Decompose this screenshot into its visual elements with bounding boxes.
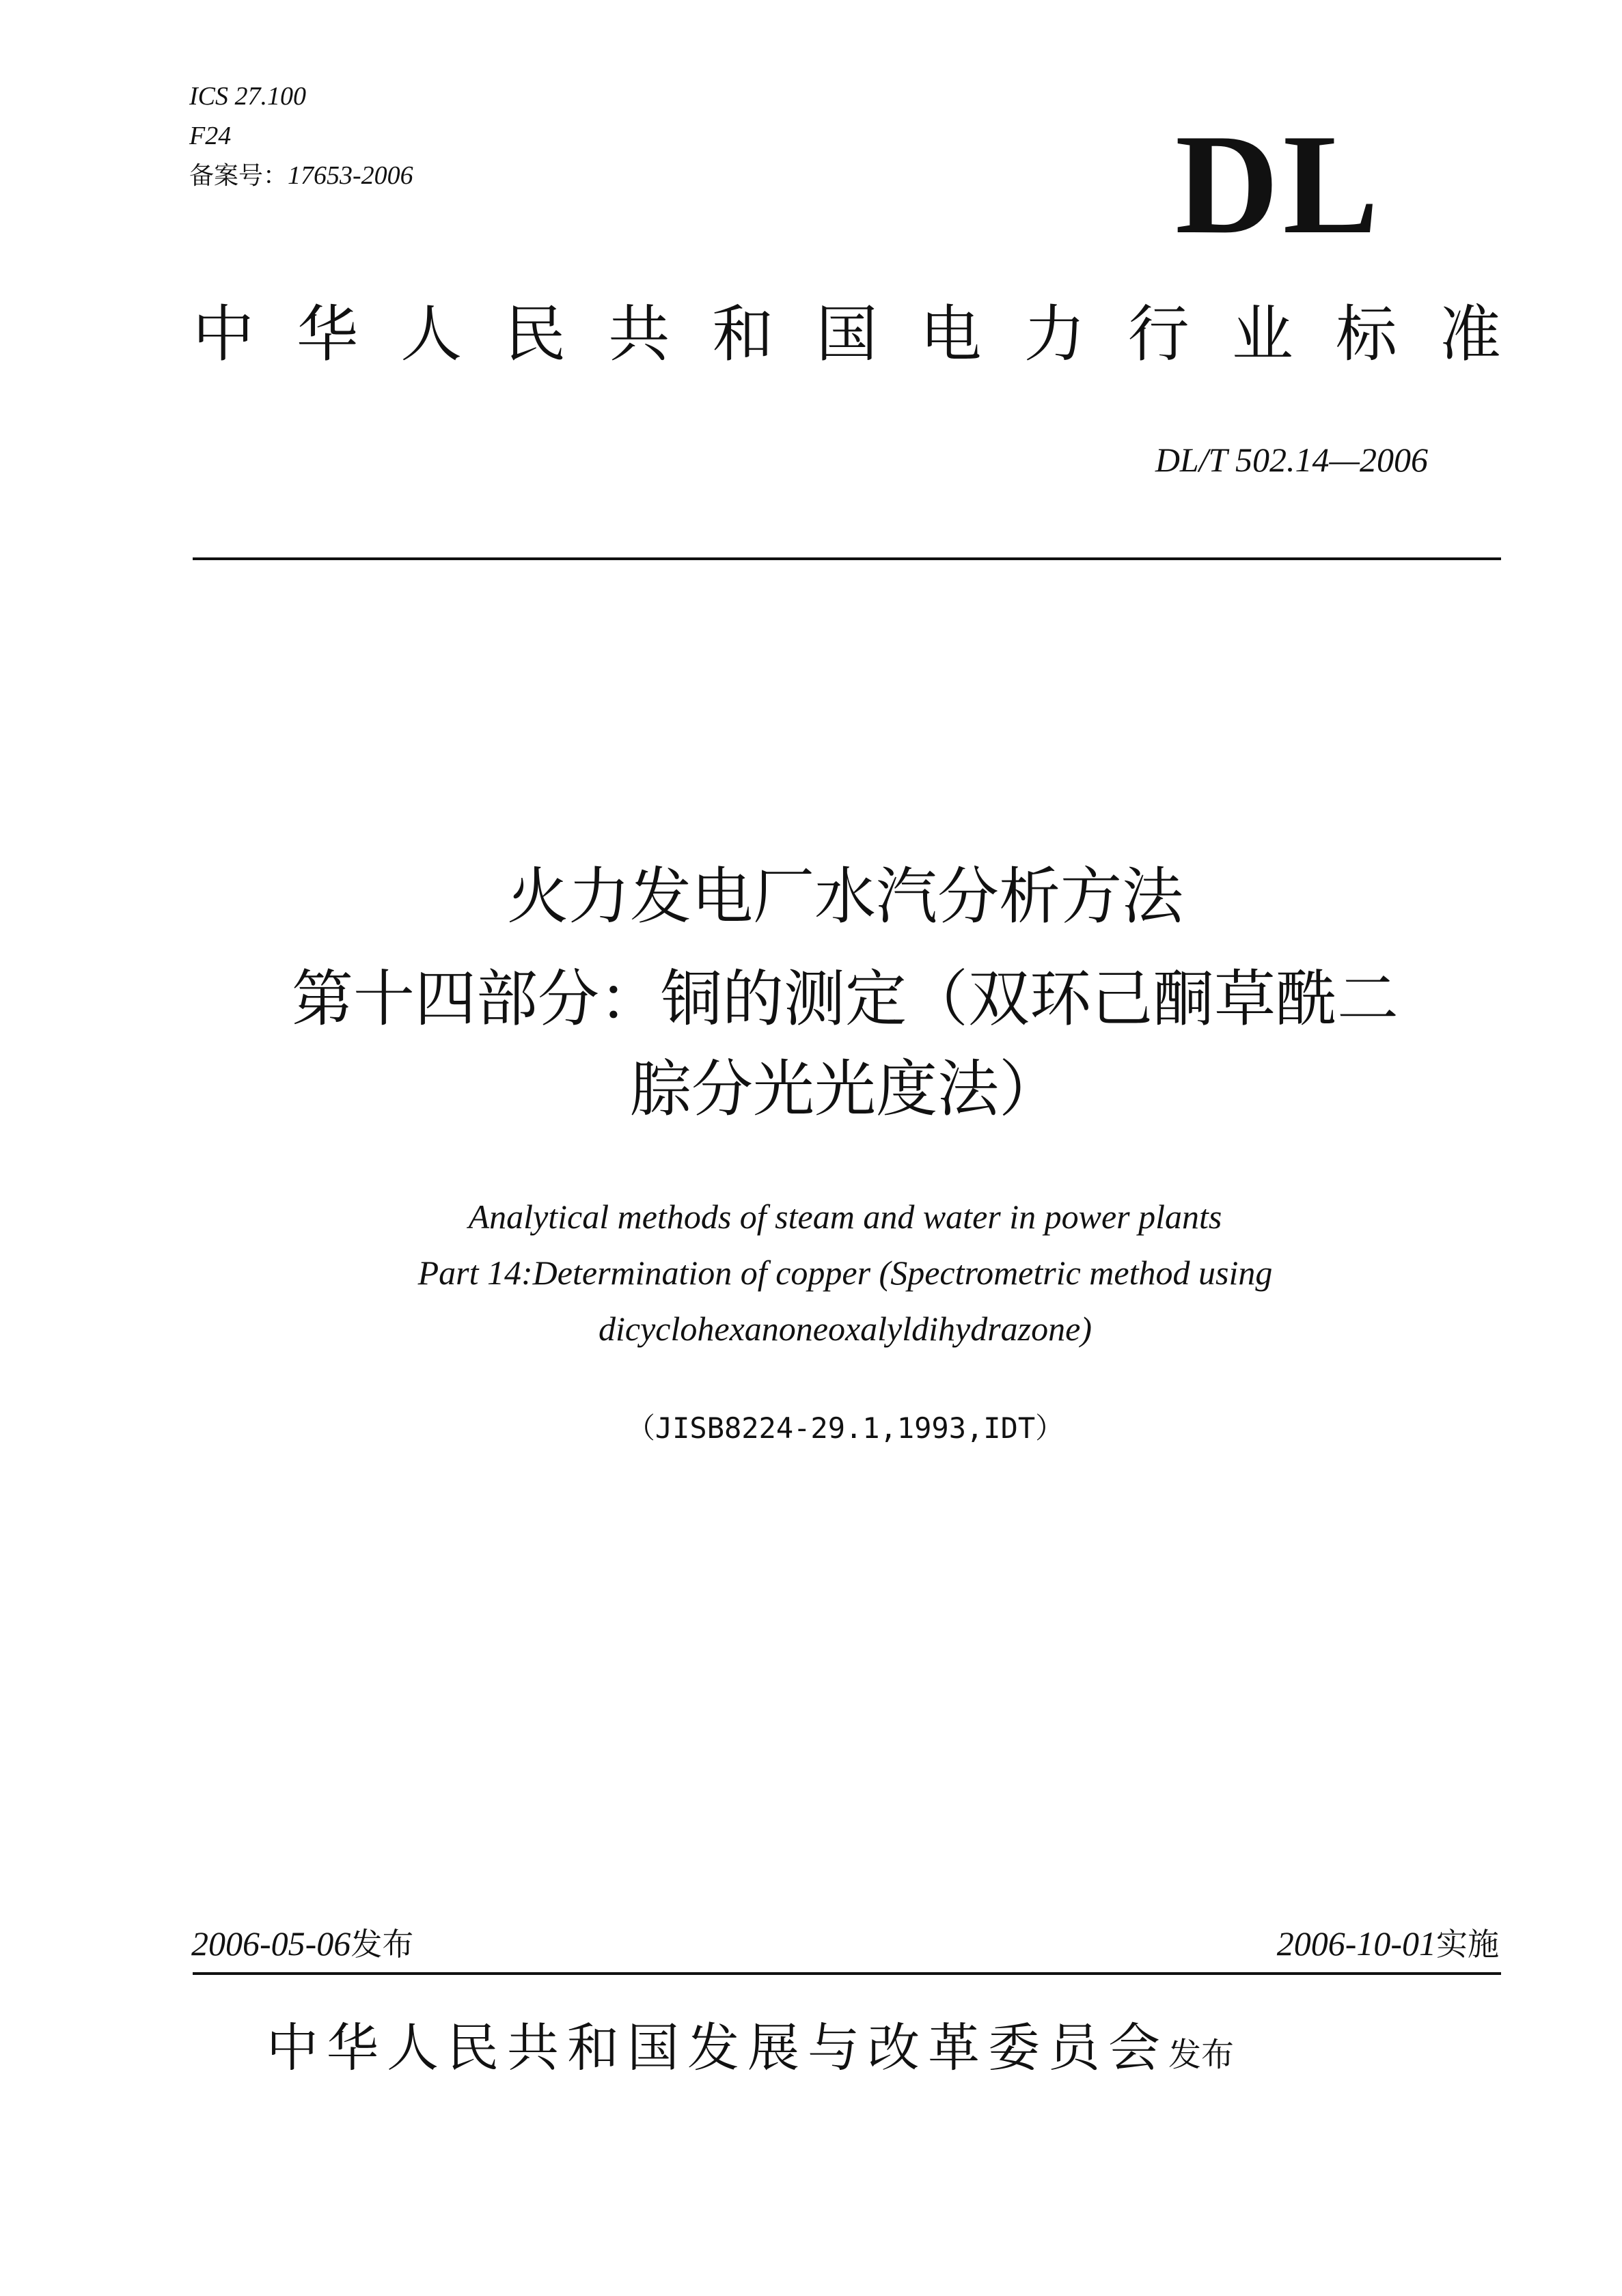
authority-char: 国: [816, 299, 878, 370]
implement-label: 实施: [1436, 1926, 1499, 1963]
filing-label: 备案号：: [189, 162, 288, 190]
authority-char: 力: [1023, 299, 1086, 370]
authority-char: 中: [193, 299, 254, 370]
authority-char: 业: [1231, 299, 1293, 370]
equivalence-note: （JISB8224-29.1,1993,IDT）: [626, 1411, 1064, 1445]
dl-logo: DL: [1175, 105, 1383, 264]
ics-code: ICS 27.100: [189, 82, 306, 111]
title-en-line-1: Analytical methods of steam and water in power plants: [468, 1198, 1222, 1236]
publisher-line: [266, 2017, 1235, 2078]
authority-char: 标: [1335, 299, 1397, 370]
authority-char: 共: [608, 299, 670, 370]
authority-char: 准: [1439, 299, 1501, 370]
title-en-line-2: Part 14:Determination of copper (Spectrometric method using: [417, 1254, 1273, 1292]
publisher-name: 中华人民共和国发展与改革委员会: [266, 2017, 1168, 2078]
title-cn-line-3: 腙分光光度法）: [630, 1053, 1060, 1125]
title-cn-line-1: 火力发电厂水汽分析方法: [507, 861, 1183, 932]
implement-date-line: [1277, 1926, 1499, 1961]
implement-date: 2006-10-01: [1276, 1924, 1436, 1963]
filing-number-line: [189, 163, 413, 189]
authority-char: 华: [297, 299, 359, 370]
publisher-suffix: 发布: [1168, 2036, 1235, 2074]
authority-char: 人: [400, 299, 463, 370]
bottom-divider: [193, 1972, 1501, 1975]
authority-char: 民: [504, 299, 566, 370]
issue-date: 2006-05-06: [191, 1924, 351, 1963]
authority-char: 电: [920, 299, 982, 370]
issue-label: 发布: [350, 1926, 414, 1963]
authority-char: 行: [1127, 299, 1190, 370]
filing-number: 17653-2006: [288, 161, 413, 190]
issuing-authority-title: [193, 299, 1501, 370]
standard-number: DL/T 502.14—2006: [1155, 441, 1428, 479]
title-cn-line-2: 第十四部分：铜的测定（双环己酮草酰二: [292, 963, 1399, 1035]
category-code: F24: [189, 122, 232, 150]
title-en-line-3: dicyclohexanoneoxalyldihydrazone): [599, 1310, 1092, 1348]
top-divider: [193, 557, 1501, 560]
authority-char: 和: [712, 299, 774, 370]
issue-date-line: [191, 1926, 413, 1961]
